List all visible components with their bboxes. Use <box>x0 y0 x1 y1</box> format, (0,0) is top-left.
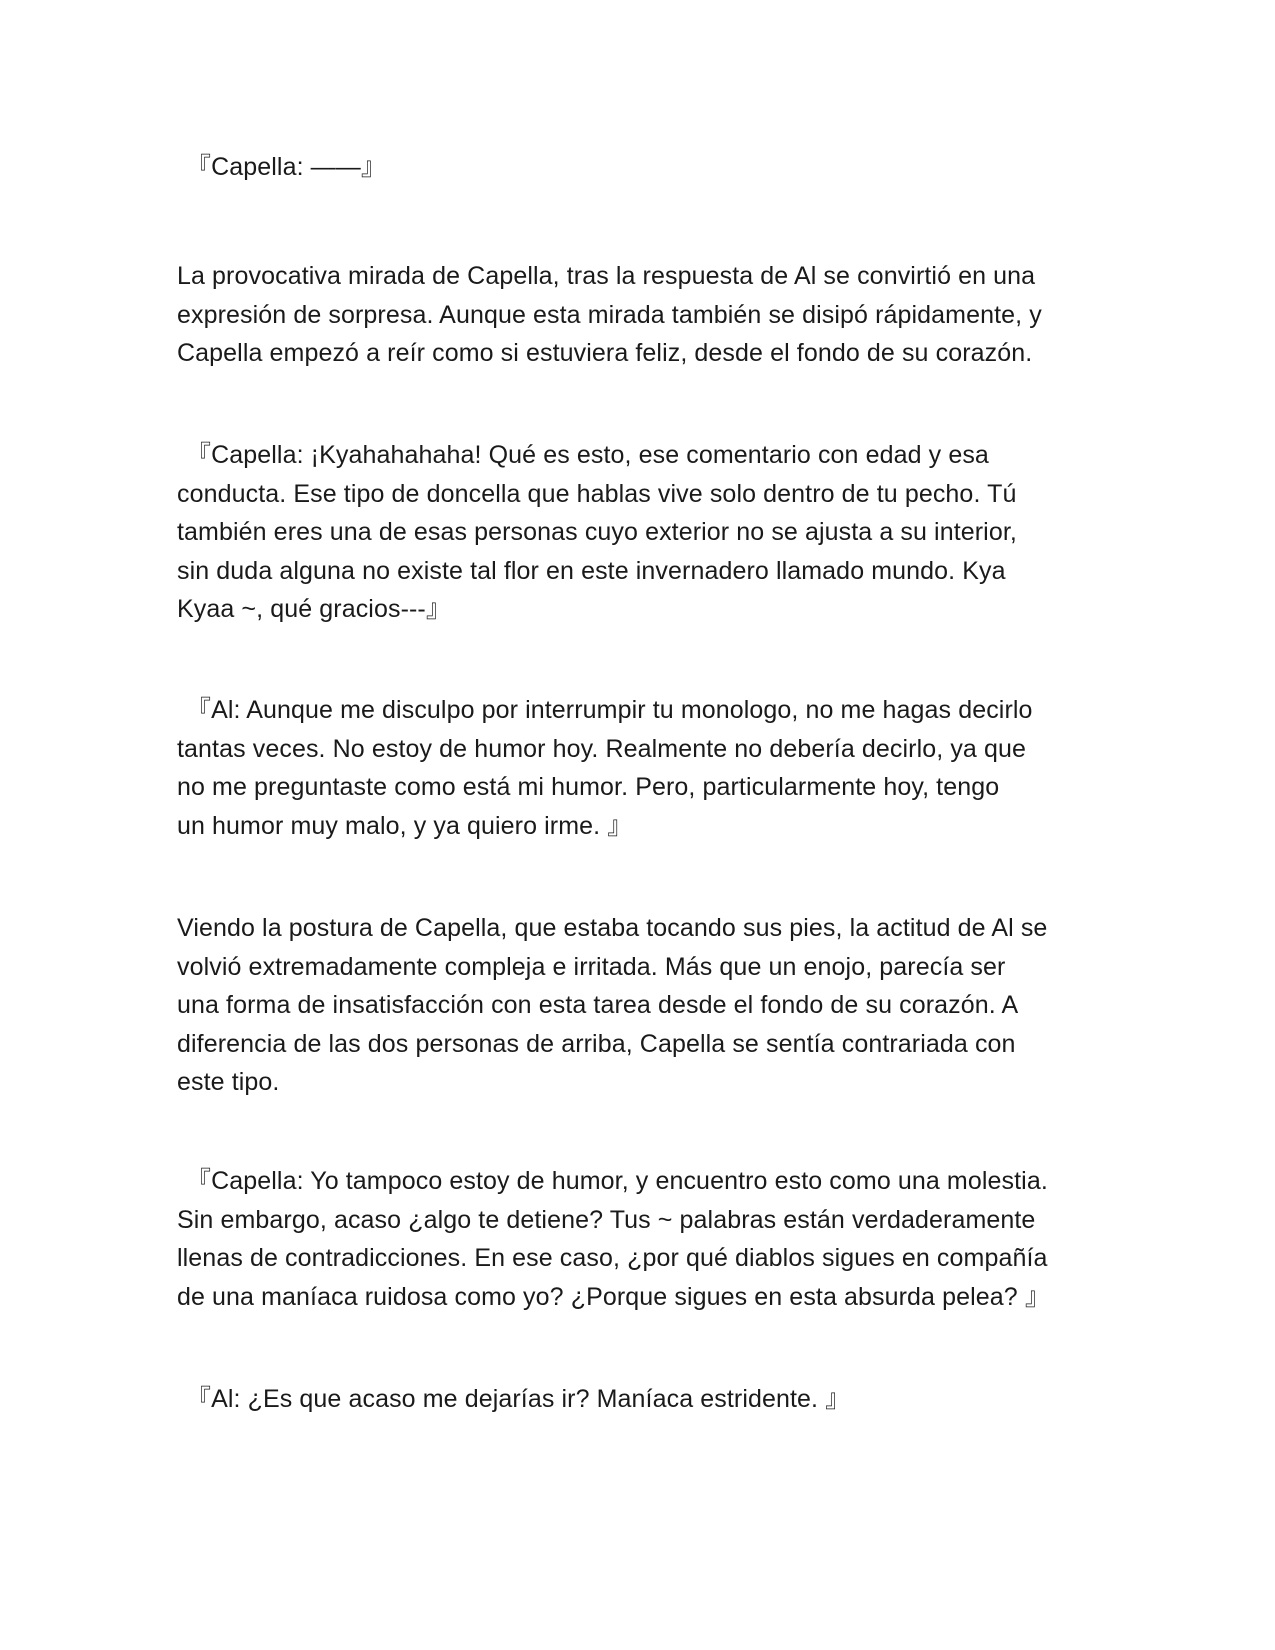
paragraph-al-leave <box>177 1380 1107 1419</box>
paragraph-line: sin duda alguna no existe tal flor en este invernadero llamado mundo. Kya <box>177 556 1006 585</box>
paragraph-line: 『Capella: ¡Kyahahahaha! Qué es esto, ese comentario con edad y esa <box>186 441 989 469</box>
paragraph-line: tantas veces. No estoy de humor hoy. Realmente no debería decirlo, ya que <box>177 734 1026 763</box>
paragraph-line: diferencia de las dos personas de arriba, Capella se sentía contrariada con <box>177 1029 1016 1058</box>
paragraph-line: 『Capella: ——』 <box>186 153 386 181</box>
paragraph-line: no me preguntaste como está mi humor. Pero, particularmente hoy, tengo <box>177 773 1000 801</box>
paragraph-capella-mood <box>177 1162 1107 1316</box>
paragraph-line: también eres una de esas personas cuyo exterior no se ajusta a su interior, <box>177 518 1017 546</box>
paragraph-line: una forma de insatisfacción con esta tarea desde el fondo de su corazón. A <box>177 991 1019 1019</box>
paragraph-line: 『Al: Aunque me disculpo por interrumpir tu monologo, no me hagas decirlo <box>186 696 1033 724</box>
paragraph-narration-surprise <box>177 257 1107 373</box>
paragraph-al-interrupt <box>177 691 1107 845</box>
paragraph-line: de una maníaca ruidosa como yo? ¿Porque sigues en esta absurda pelea? 』 <box>177 1282 1050 1311</box>
paragraph-line: expresión de sorpresa. Aunque esta mirada también se disipó rápidamente, y <box>177 300 1042 329</box>
paragraph-line: La provocativa mirada de Capella, tras la respuesta de Al se convirtió en una <box>177 262 1036 290</box>
paragraph-line: Sin embargo, acaso ¿algo te detiene? Tus ~ palabras están verdaderamente <box>177 1205 1036 1234</box>
paragraph-line: Capella empezó a reír como si estuviera feliz, desde el fondo de su corazón. <box>177 339 1033 367</box>
paragraph-line: volvió extremadamente compleja e irritada. Más que un enojo, parecía ser <box>177 952 1006 981</box>
paragraph-line: un humor muy malo, y ya quiero irme. 』 <box>177 811 633 840</box>
paragraph-line: llenas de contradicciones. En ese caso, ¿por qué diablos sigues en compañía <box>177 1244 1048 1272</box>
paragraph-line: Kyaa ~, qué gracios---』 <box>177 595 451 623</box>
paragraph-line: este tipo. <box>177 1068 280 1096</box>
paragraph-capella-silence <box>177 148 1107 187</box>
paragraph-line: conducta. Ese tipo de doncella que hablas vive solo dentro de tu pecho. Tú <box>177 479 1017 508</box>
paragraph-narration-posture <box>177 909 1107 1102</box>
paragraph-line: Viendo la postura de Capella, que estaba tocando sus pies, la actitud de Al se <box>177 914 1048 942</box>
paragraph-capella-laugh <box>177 436 1107 629</box>
paragraph-line: 『Al: ¿Es que acaso me dejarías ir? Maníaca estridente. 』 <box>186 1385 851 1413</box>
paragraph-line: 『Capella: Yo tampoco estoy de humor, y encuentro esto como una molestia. <box>186 1167 1048 1195</box>
